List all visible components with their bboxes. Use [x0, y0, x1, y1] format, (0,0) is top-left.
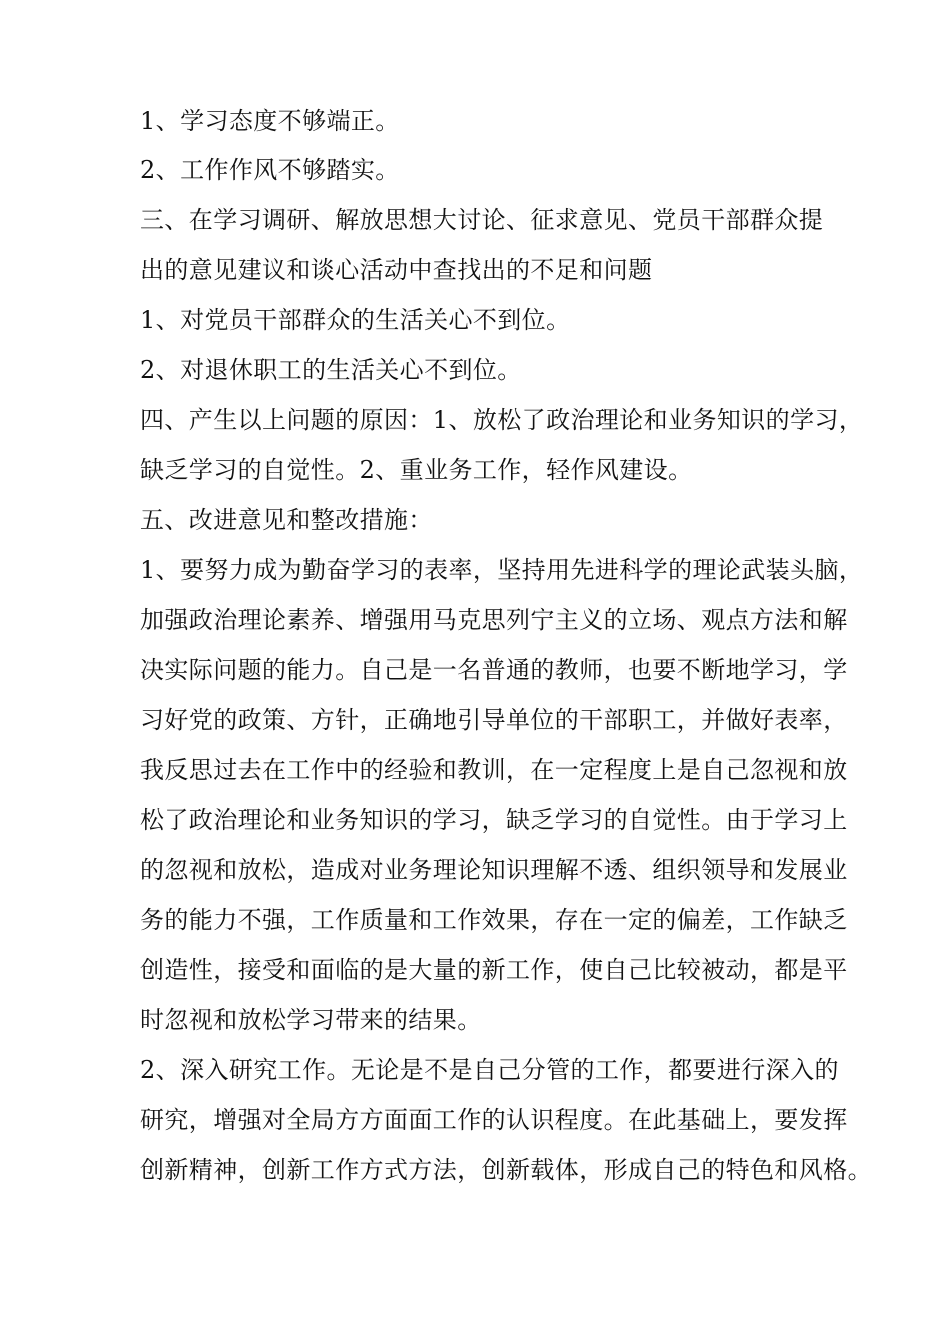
text-line: 我反思过去在工作中的经验和教训，在一定程度上是自己忽视和放: [140, 756, 848, 784]
text-line: 2、工作作风不够踏实。: [140, 156, 400, 184]
text-line: 缺乏学习的自觉性。2、重业务工作，轻作风建设。: [140, 456, 693, 484]
text-line: 务的能力不强，工作质量和工作效果，存在一定的偏差，工作缺乏: [140, 906, 848, 934]
text-line: 三、在学习调研、解放思想大讨论、征求意见、党员干部群众提: [140, 206, 824, 234]
text-line: 2、深入研究工作。无论是不是自己分管的工作，都要进行深入的: [140, 1056, 839, 1084]
text-line: 松了政治理论和业务知识的学习，缺乏学习的自觉性。由于学习上: [140, 806, 848, 834]
text-line: 研究，增强对全局方方面面工作的认识程度。在此基础上，要发挥: [140, 1106, 848, 1134]
text-line: 决实际问题的能力。自己是一名普通的教师，也要不断地学习，学: [140, 656, 848, 684]
text-line: 五、改进意见和整改措施：: [140, 506, 433, 534]
text-line: 创新精神，创新工作方式方法，创新载体，形成自己的特色和风格。: [140, 1156, 872, 1184]
text-line: 1、对党员干部群众的生活关心不到位。: [140, 306, 571, 334]
text-line: 的忽视和放松，造成对业务理论知识理解不透、组织领导和发展业: [140, 856, 848, 884]
text-line: 出的意见建议和谈心活动中查找出的不足和问题: [140, 256, 653, 284]
text-line: 1、学习态度不够端正。: [140, 107, 400, 135]
text-line: 加强政治理论素养、增强用马克思列宁主义的立场、观点方法和解: [140, 606, 848, 634]
text-line: 习好党的政策、方针，正确地引导单位的干部职工，并做好表率，: [140, 706, 848, 734]
text-line: 创造性，接受和面临的是大量的新工作，使自己比较被动，都是平: [140, 956, 848, 984]
text-line: 四、产生以上问题的原因：1、放松了政治理论和业务知识的学习，: [140, 406, 864, 434]
text-line: 时忽视和放松学习带来的结果。: [140, 1006, 482, 1034]
text-line: 2、对退休职工的生活关心不到位。: [140, 356, 522, 384]
text-line: 1、要努力成为勤奋学习的表率，坚持用先进科学的理论武装头脑，: [140, 556, 864, 584]
